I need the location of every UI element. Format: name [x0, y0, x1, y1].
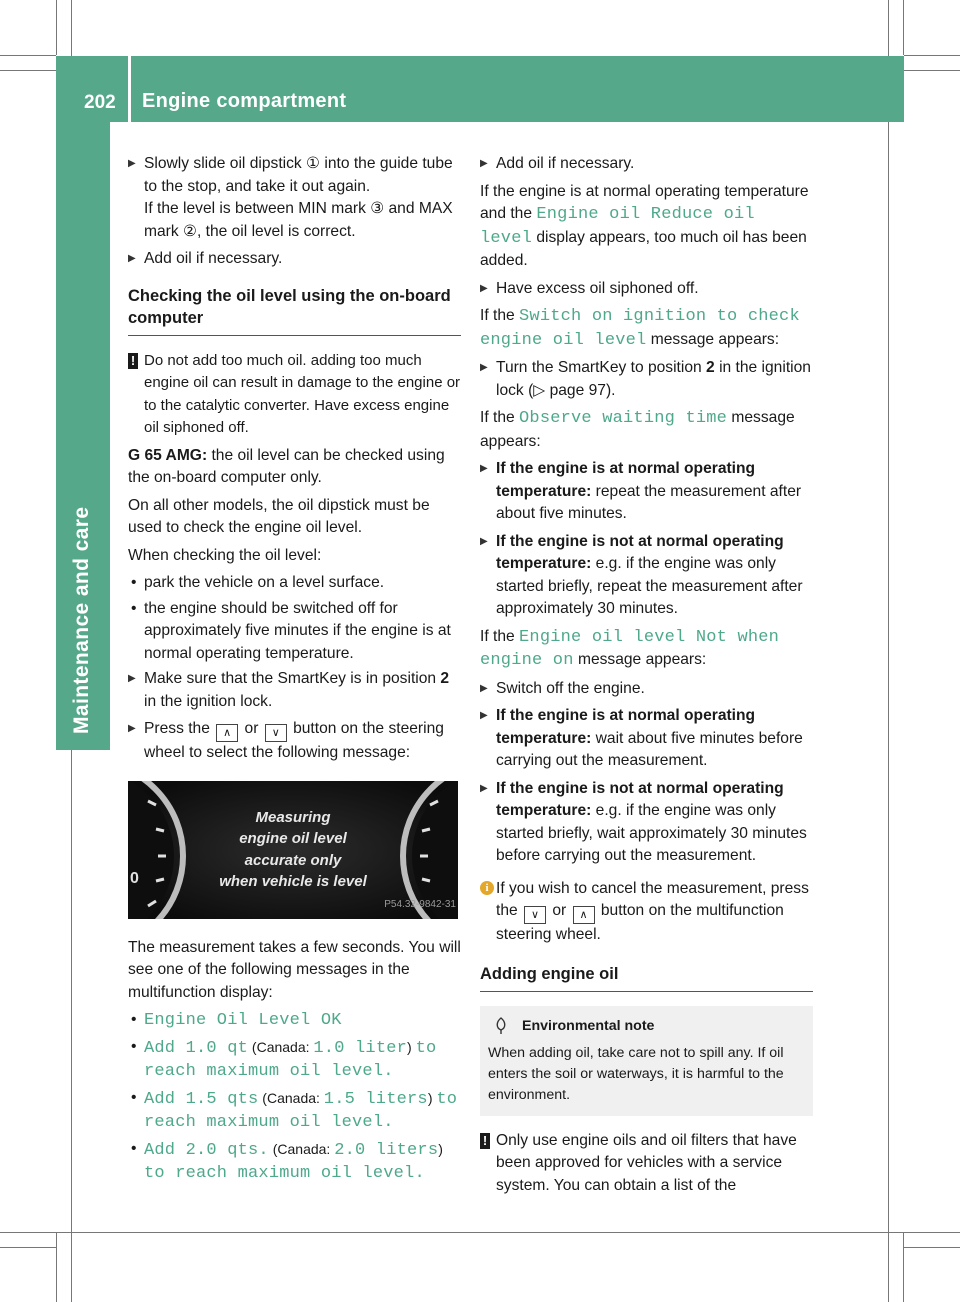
- step-item: ▶ If the engine is at normal operating temperature: wait about five minutes before carrying out the measurement.: [480, 705, 813, 773]
- left-column: [128, 153, 461, 1189]
- paragraph: G 65 AMG: the oil level can be checked using the on-board computer only.: [128, 446, 445, 486]
- instrument-display-photo: [128, 781, 458, 919]
- down-arrow-button-icon: ∨: [265, 724, 287, 742]
- environmental-note-title: Environmental note: [522, 1017, 655, 1034]
- step-item: ▶ Turn the SmartKey to position 2 in the ignition lock (▷ page 97).: [480, 357, 813, 402]
- list-item: • Add 2.0 qts. (Canada: 2.0 liters) to reach maximum oil level.: [128, 1138, 461, 1186]
- crop-mark: [903, 1232, 904, 1302]
- paragraph: If the engine is at normal operating temperature and the Engine oil Reduce oil level display appears, too much oil has been added.: [480, 182, 809, 269]
- photo-code: P54.32-9842-31: [384, 899, 456, 910]
- list-item: • park the vehicle on a level surface.: [128, 572, 461, 595]
- step-item: ▶ Make sure that the SmartKey is in position 2 in the ignition lock.: [128, 668, 461, 713]
- crop-mark: [903, 0, 904, 55]
- header-divider: [128, 56, 131, 122]
- paragraph: If the Observe waiting time message appears:: [480, 409, 795, 450]
- paragraph: If the Engine oil level Not when engine on message appears:: [480, 627, 780, 670]
- step-item: ▶ Have excess oil siphoned off.: [480, 278, 813, 301]
- crop-mark: [56, 1232, 57, 1302]
- step-item: ▶ Press the ∧ or ∨ button on the steering wheel to select the following message:: [128, 718, 461, 765]
- crop-mark: [56, 0, 57, 55]
- list-item: • Engine Oil Level OK: [128, 1009, 461, 1033]
- crop-mark: [0, 1232, 960, 1233]
- info-icon: i: [480, 881, 494, 895]
- paragraph: When checking the oil level:: [128, 546, 322, 564]
- exclamation-icon: !: [128, 353, 138, 369]
- list-item: • Add 1.5 qts (Canada: 1.5 liters) to reach maximum oil level.: [128, 1087, 461, 1135]
- section-heading: Adding engine oil: [480, 963, 813, 992]
- exclamation-icon: !: [480, 1133, 490, 1149]
- crop-mark: [888, 0, 889, 1302]
- svg-text:0: 0: [130, 869, 139, 887]
- section-heading: Checking the oil level using the on-board computer: [128, 285, 461, 336]
- step-item: ▶ If the engine is at normal operating temperature: repeat the measurement after about five minutes.: [480, 458, 813, 526]
- section-side-label: Maintenance and care: [70, 506, 93, 734]
- step-item: ▶ Switch off the engine.: [480, 678, 813, 701]
- up-arrow-button-icon: ∧: [573, 906, 595, 924]
- crop-mark: [0, 1247, 56, 1248]
- section-side-tab: [56, 122, 110, 750]
- crop-mark: [904, 55, 960, 56]
- step-item: ▶ Add oil if necessary.: [128, 248, 461, 271]
- step-item: ▶ Slowly slide oil dipstick ① into the guide tube to the stop, and take it out again. If the level is between MIN mark ③ and MAX mark ②, the oil level is correct.: [128, 153, 461, 243]
- environmental-note: [480, 1006, 813, 1116]
- crop-mark: [0, 55, 56, 56]
- leaf-icon: [494, 1017, 508, 1042]
- paragraph: If the Switch on ignition to check engine oil level message appears:: [480, 307, 800, 350]
- step-item: ▶ Add oil if necessary.: [480, 153, 813, 176]
- step-item: ▶ If the engine is not at normal operating temperature: e.g. if the engine was only started briefly, wait approximately 30 minutes before carrying out the measurement.: [480, 778, 813, 868]
- paragraph: On all other models, the oil dipstick must be used to check the engine oil level.: [128, 496, 430, 536]
- display-message: Measuring engine oil level accurate only when vehicle is level: [219, 808, 367, 890]
- right-column: [480, 153, 813, 1202]
- down-arrow-button-icon: ∨: [524, 906, 546, 924]
- page-title: Engine compartment: [142, 90, 347, 112]
- warning-note: ! Do not add too much oil. adding too much engine oil can result in damage to the engine or to the catalytic converter. Have excess engine oil siphoned off.: [128, 350, 461, 440]
- list-item: • Add 1.0 qt (Canada: 1.0 liter) to reach maximum oil level.: [128, 1036, 461, 1084]
- warning-note: ! Only use engine oils and oil filters that have been approved for vehicles with a service system. You can obtain a list of the: [480, 1130, 813, 1198]
- environmental-note-text: When adding oil, take care not to spill any. If oil enters the soil or waterways, it is harmful to the environment.: [488, 1044, 784, 1103]
- crop-mark: [904, 1247, 960, 1248]
- page-number: 202: [84, 92, 116, 113]
- page-header: [56, 56, 904, 122]
- up-arrow-button-icon: ∧: [216, 724, 238, 742]
- step-item: ▶ If the engine is not at normal operating temperature: e.g. if the engine was only started briefly, repeat the measurement after approximately 30 minutes.: [480, 531, 813, 621]
- paragraph: The measurement takes a few seconds. You will see one of the following messages in the multifunction display:: [128, 938, 461, 1001]
- info-note: i If you wish to cancel the measurement, press the ∨ or ∧ button on the multifunction steering wheel.: [480, 878, 813, 947]
- list-item: • the engine should be switched off for approximately five minutes if the engine is at normal operating temperature.: [128, 598, 461, 666]
